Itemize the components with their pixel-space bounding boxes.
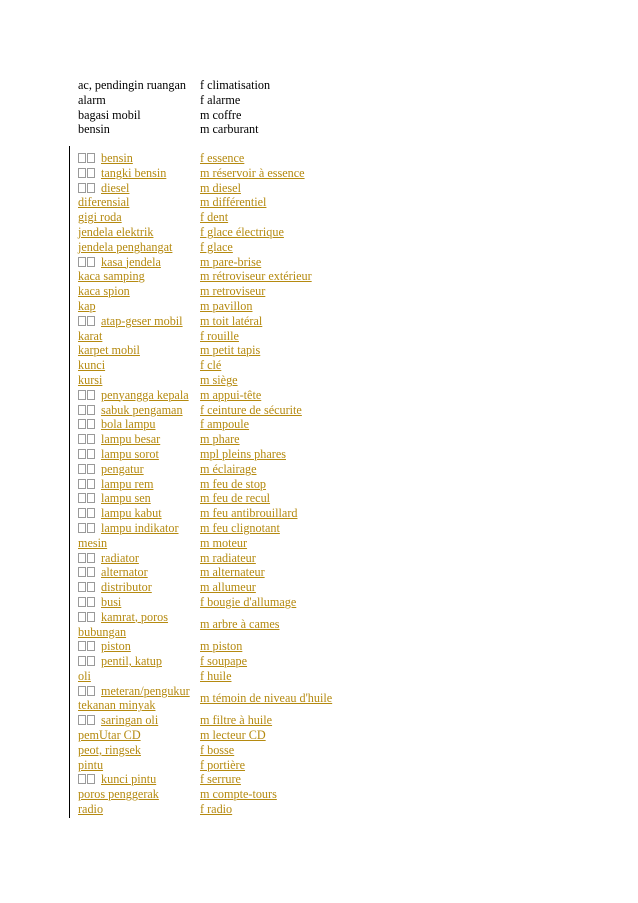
missing-glyph-icon: [78, 597, 86, 607]
vocab-row: [78, 108, 270, 123]
indonesian-term-link[interactable]: [78, 713, 200, 728]
french-term-link[interactable]: f clé: [200, 358, 222, 373]
indonesian-term-text: radio: [78, 802, 104, 817]
vocab-row: [78, 78, 270, 93]
vocab-link-row: [78, 758, 332, 773]
missing-glyph-icon: [87, 257, 95, 267]
indonesian-term-text-line2: bubungan: [78, 624, 127, 639]
missing-glyph-icon: [87, 523, 95, 533]
missing-glyph-icon: [87, 153, 95, 163]
indonesian-term-text: pintu: [78, 757, 104, 772]
missing-glyph-icon: [87, 508, 95, 518]
vocab-link-row: [78, 713, 332, 728]
indonesian-term-text: kaca samping: [78, 269, 145, 284]
indonesian-term-text: busi: [101, 594, 122, 609]
missing-glyph-icon: [87, 168, 95, 178]
missing-glyph-icon: [87, 641, 95, 651]
missing-glyph-icon: [87, 493, 95, 503]
indonesian-term-link[interactable]: [78, 210, 200, 225]
french-term-link[interactable]: f rouille: [200, 328, 239, 343]
vocab-link-row: [78, 536, 332, 551]
indonesian-term-link[interactable]: [78, 447, 200, 462]
indonesian-term-text: bensin: [101, 151, 133, 165]
vocab-link-row: [78, 772, 332, 787]
indonesian-term-link[interactable]: [78, 491, 200, 506]
vocab-link-row: [78, 314, 332, 329]
missing-glyph-icon: [87, 183, 95, 193]
missing-glyph-icon: [87, 405, 95, 415]
missing-glyph-icon: [87, 553, 95, 563]
indonesian-term-link[interactable]: [78, 240, 200, 255]
indonesian-term: ac, pendingin ruangan: [78, 78, 186, 92]
vocab-link-row: [78, 343, 332, 358]
vocab-link-row: [78, 447, 332, 462]
missing-glyph-icon: [87, 656, 95, 666]
missing-glyph-icon: [78, 612, 86, 622]
french-term-link[interactable]: f portière: [200, 757, 246, 772]
vocab-link-row: [78, 669, 332, 684]
french-term-link[interactable]: f glace électrique: [200, 224, 284, 239]
french-term-link[interactable]: m filtre à huile: [200, 713, 273, 728]
indonesian-term-link[interactable]: [78, 255, 200, 270]
vocab-link-row: [78, 255, 332, 270]
indonesian-term-link[interactable]: [78, 669, 200, 684]
missing-glyph-icon: [87, 686, 95, 696]
indonesian-term-link[interactable]: [78, 462, 200, 477]
french-term-link[interactable]: f ampoule: [200, 417, 250, 432]
indonesian-term-link[interactable]: [78, 610, 200, 640]
indonesian-term-link[interactable]: [78, 743, 200, 758]
missing-glyph-icon: [78, 168, 86, 178]
missing-glyph-icon: [78, 553, 86, 563]
french-term-link[interactable]: m lecteur CD: [200, 728, 266, 743]
vocab-link-row: [78, 477, 332, 492]
indonesian-term-link[interactable]: [78, 802, 200, 817]
vocab-link-row: [78, 595, 332, 610]
indonesian-term-text: distributor: [101, 580, 152, 595]
indonesian-term-text: kunci pintu: [101, 772, 157, 787]
vocab-link-row: [78, 329, 332, 344]
french-term-link[interactable]: m pare-brise: [200, 254, 262, 269]
french-term-link[interactable]: f serrure: [200, 772, 241, 787]
indonesian-term-text: kunci: [78, 358, 106, 373]
missing-glyph-icon: [87, 597, 95, 607]
missing-glyph-icon: [78, 523, 86, 533]
indonesian-term-link[interactable]: [78, 758, 200, 773]
missing-glyph-icon: [78, 493, 86, 503]
vocab-link-row: [78, 269, 332, 284]
missing-glyph-icon: [87, 479, 95, 489]
indonesian-term-text: karat: [78, 328, 103, 343]
missing-glyph-icon: [78, 316, 86, 326]
missing-glyph-icon: [78, 464, 86, 474]
french-term-link[interactable]: f glace: [200, 239, 233, 254]
indonesian-term-link[interactable]: [78, 639, 200, 654]
vocab-link-row: [78, 551, 332, 566]
french-term-link[interactable]: m feu clignotant: [200, 520, 280, 535]
indonesian-term-text: bola lampu: [101, 417, 156, 432]
vocab-link-row: [78, 166, 332, 181]
french-term-link[interactable]: mpl pleins phares: [200, 446, 286, 461]
missing-glyph-icon: [87, 390, 95, 400]
french-term: m carburant: [200, 122, 259, 137]
missing-glyph-icon: [87, 464, 95, 474]
missing-glyph-icon: [78, 774, 86, 784]
vocab-link-row: [78, 417, 332, 432]
french-term-link[interactable]: m pavillon: [200, 298, 253, 313]
missing-glyph-icon: [87, 774, 95, 784]
missing-glyph-icon: [78, 582, 86, 592]
indonesian-term-link[interactable]: [78, 432, 200, 447]
vocab-link-row: [78, 225, 332, 240]
vocab-link-row: [78, 210, 332, 225]
indonesian-term-text: peot, ringsek: [78, 742, 141, 757]
indonesian-term-text: lampu sorot: [101, 446, 159, 461]
french-term-link[interactable]: m éclairage: [200, 461, 257, 476]
indonesian-term-text: penyangga kepala: [101, 387, 189, 402]
french-term-link[interactable]: f bosse: [200, 742, 235, 757]
indonesian-term-text: gigi roda: [78, 210, 122, 225]
french-term-link[interactable]: m rétroviseur extérieur: [200, 269, 312, 284]
indonesian-term-link[interactable]: [78, 654, 200, 669]
indonesian-term-text: kursi: [78, 372, 103, 387]
french-term-link[interactable]: m piston: [200, 639, 243, 654]
indonesian-term-link[interactable]: [78, 536, 200, 551]
french-term: m coffre: [200, 107, 242, 122]
indonesian-term-link[interactable]: [78, 728, 200, 743]
margin-change-bar: [69, 146, 70, 818]
indonesian-term-text: kasa jendela: [101, 254, 161, 269]
indonesian-term: alarm: [78, 92, 106, 107]
indonesian-term-link[interactable]: [78, 269, 200, 284]
indonesian-term-text: karpet mobil: [78, 343, 140, 358]
french-term-link[interactable]: m arbre à cames: [200, 617, 280, 632]
missing-glyph-icon: [87, 316, 95, 326]
french-term-link[interactable]: m allumeur: [200, 580, 256, 595]
missing-glyph-icon: [78, 153, 86, 163]
missing-glyph-icon: [78, 405, 86, 415]
indonesian-term-text: jendela penghangat: [78, 239, 173, 254]
indonesian-term-link[interactable]: [78, 388, 200, 403]
indonesian-term-text: diferensial: [78, 195, 130, 210]
vocab-link-row: [78, 195, 332, 210]
vocab-link-row: [78, 373, 332, 388]
french-term-link[interactable]: m siège: [200, 372, 238, 387]
indonesian-term-link[interactable]: [78, 772, 200, 787]
french-term-link[interactable]: m feu antibrouillard: [200, 506, 298, 521]
french-term-link[interactable]: m alternateur: [200, 565, 265, 580]
missing-glyph-icon: [87, 567, 95, 577]
indonesian-term-link[interactable]: [78, 521, 200, 536]
vocab-link-row: [78, 240, 332, 255]
french-term-link[interactable]: m retroviseur: [200, 284, 266, 299]
indonesian-term-text: piston: [101, 639, 131, 654]
missing-glyph-icon: [78, 641, 86, 651]
missing-glyph-icon: [78, 419, 86, 429]
vocab-row: [78, 122, 270, 137]
indonesian-term-text: lampu kabut: [101, 506, 162, 521]
missing-glyph-icon: [78, 715, 86, 725]
missing-glyph-icon: [87, 419, 95, 429]
indonesian-term-text: atap-geser mobil: [101, 313, 183, 328]
indonesian-term: bagasi mobil: [78, 107, 141, 122]
french-term: f alarme: [200, 92, 241, 107]
indonesian-term-link[interactable]: [78, 225, 200, 240]
vocab-link-row: [78, 654, 332, 669]
indonesian-term-text: radiator: [101, 550, 139, 565]
indonesian-term-link[interactable]: [78, 358, 200, 373]
vocab-link-row: [78, 388, 332, 403]
vocab-link-row: [78, 580, 332, 595]
french-term-link[interactable]: m toit latéral: [200, 313, 263, 328]
indonesian-term-link[interactable]: [78, 329, 200, 344]
indonesian-term-link[interactable]: [78, 373, 200, 388]
missing-glyph-icon: [78, 390, 86, 400]
indonesian-term-link[interactable]: [78, 403, 200, 418]
indonesian-term-text: lampu rem: [101, 476, 154, 491]
missing-glyph-icon: [78, 183, 86, 193]
vocab-link-row: [78, 181, 332, 196]
french-term-link[interactable]: m petit tapis: [200, 343, 261, 358]
french-term-link[interactable]: m phare: [200, 432, 240, 447]
vocab-link-row: [78, 684, 332, 714]
indonesian-term-link[interactable]: [78, 595, 200, 610]
vocab-row: [78, 93, 270, 108]
french-term-link[interactable]: f ceinture de sécurite: [200, 402, 302, 417]
vocab-link-row: [78, 299, 332, 314]
vocab-link-row: [78, 787, 332, 802]
indonesian-term-text: tangki bensin: [101, 165, 167, 180]
indonesian-term-text: kamrat, poros: [101, 609, 169, 624]
indonesian-term-link[interactable]: [78, 343, 200, 358]
indonesian-term-text: saringan oli: [101, 713, 159, 728]
missing-glyph-icon: [78, 686, 86, 696]
indonesian-term-text: lampu indikator: [101, 520, 179, 535]
french-term-link[interactable]: m diesel: [200, 180, 241, 195]
missing-glyph-icon: [78, 479, 86, 489]
missing-glyph-icon: [78, 567, 86, 577]
indonesian-term-text: diesel: [101, 180, 130, 195]
french-term-link[interactable]: f bougie d'allumage: [200, 594, 297, 609]
indonesian-term-link[interactable]: [78, 477, 200, 492]
indonesian-term-link[interactable]: [78, 565, 200, 580]
french-term-link[interactable]: m radiateur: [200, 550, 256, 565]
french-term-link[interactable]: f dent: [200, 210, 229, 225]
indonesian-term-text: pengatur: [101, 461, 144, 476]
indonesian-term-text: sabuk pengaman: [101, 402, 183, 417]
french-term-link[interactable]: f radio: [200, 802, 233, 817]
indonesian-term-link[interactable]: [78, 551, 200, 566]
vocab-link-row: [78, 506, 332, 521]
vocab-link-row: [78, 565, 332, 580]
indonesian-term-text: pentil, katup: [101, 654, 162, 669]
missing-glyph-icon: [87, 715, 95, 725]
french-term-link[interactable]: m différentiel: [200, 195, 267, 210]
vocab-link-row: [78, 639, 332, 654]
french-term-link[interactable]: m réservoir à essence: [200, 165, 305, 180]
missing-glyph-icon: [78, 656, 86, 666]
vocab-link-row: [78, 521, 332, 536]
vocab-link-row: [78, 728, 332, 743]
vocab-link-row: [78, 743, 332, 758]
indonesian-term-link[interactable]: [78, 195, 200, 210]
french-term-link[interactable]: f huile: [200, 668, 232, 683]
french-term-link[interactable]: m feu de stop: [200, 476, 267, 491]
indonesian-term-text: alternator: [101, 565, 148, 580]
missing-glyph-icon: [87, 434, 95, 444]
indonesian-term-link[interactable]: [78, 506, 200, 521]
indonesian-term-text: kap: [78, 298, 96, 313]
indonesian-term-text: mesin: [78, 535, 108, 550]
vocab-link-row: [78, 284, 332, 299]
indonesian-term-text: oli: [78, 668, 91, 683]
missing-glyph-icon: [78, 508, 86, 518]
vocab-link-row: [78, 432, 332, 447]
missing-glyph-icon: [87, 582, 95, 592]
indonesian-term-text: pemUtar CD: [78, 728, 141, 743]
missing-glyph-icon: [78, 434, 86, 444]
indonesian-term-link[interactable]: [78, 684, 200, 714]
vocab-link-row: [78, 151, 332, 166]
missing-glyph-icon: [78, 257, 86, 267]
plain-vocabulary-table: [78, 78, 270, 137]
indonesian-term-text-line2: tekanan minyak: [78, 698, 156, 713]
french-term-link[interactable]: m feu de recul: [200, 491, 271, 506]
french-term-link[interactable]: m appui-tête: [200, 387, 262, 402]
french-term: f climatisation: [200, 78, 271, 92]
indonesian-term-link[interactable]: [78, 787, 200, 802]
french-term-link[interactable]: m compte-tours: [200, 787, 277, 802]
vocab-link-row: [78, 802, 332, 817]
linked-vocabulary-table: [78, 151, 332, 817]
french-term-link[interactable]: m témoin de niveau d'huile: [200, 691, 333, 706]
indonesian-term-link[interactable]: [78, 417, 200, 432]
indonesian-term-text: jendela elektrik: [78, 224, 154, 239]
missing-glyph-icon: [78, 449, 86, 459]
indonesian-term-link[interactable]: [78, 166, 200, 181]
vocab-link-row: [78, 358, 332, 373]
indonesian-term-link[interactable]: [78, 314, 200, 329]
vocab-link-row: [78, 491, 332, 506]
indonesian-term-link[interactable]: [78, 181, 200, 196]
indonesian-term: bensin: [78, 122, 110, 137]
indonesian-term-link[interactable]: [78, 580, 200, 595]
indonesian-term-link[interactable]: [78, 284, 200, 299]
vocab-link-row: [78, 462, 332, 477]
indonesian-term-text: meteran/pengukur: [101, 683, 190, 698]
indonesian-term-text: lampu sen: [101, 491, 151, 506]
vocab-link-row: [78, 403, 332, 418]
indonesian-term-text: kaca spion: [78, 284, 130, 299]
french-term-link[interactable]: f essence: [200, 151, 245, 165]
missing-glyph-icon: [87, 612, 95, 622]
french-term-link[interactable]: m moteur: [200, 535, 248, 550]
missing-glyph-icon: [87, 449, 95, 459]
indonesian-term-text: poros penggerak: [78, 787, 159, 802]
indonesian-term-link[interactable]: [78, 151, 200, 166]
indonesian-term-link[interactable]: [78, 299, 200, 314]
indonesian-term-text: lampu besar: [101, 432, 161, 447]
vocab-link-row: [78, 610, 332, 640]
french-term-link[interactable]: f soupape: [200, 654, 248, 669]
